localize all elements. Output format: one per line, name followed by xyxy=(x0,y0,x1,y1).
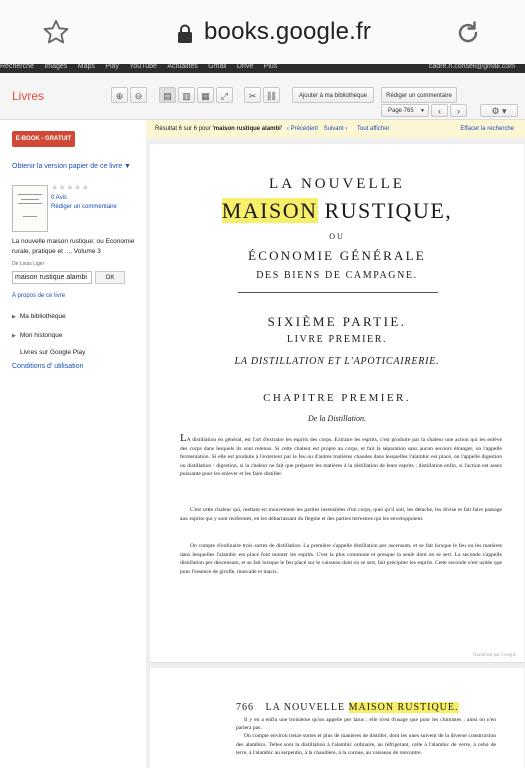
page-viewer[interactable] xyxy=(146,138,525,768)
highlight-maison: MAISON xyxy=(221,198,318,223)
heading-chapitre: CHAPITRE PREMIER. xyxy=(263,392,411,404)
search-in-book-input[interactable]: maison rustique alambi xyxy=(12,271,92,284)
chevron-left-icon: ‹ xyxy=(438,106,441,116)
title-maison-rustique xyxy=(150,198,524,224)
gbar-item[interactable]: Plus xyxy=(263,64,278,70)
rating-stars-icon: ★★★★★ xyxy=(51,183,90,192)
page-number: 766 xyxy=(236,702,254,713)
url-host[interactable]: books.google.fr xyxy=(204,18,372,45)
highlight-maison-rustique: MAISON RUSTIQUE. xyxy=(348,702,459,713)
sidebar xyxy=(0,120,146,768)
heading-livre-premier: LIVRE PREMIER. xyxy=(286,334,388,345)
result-count-text: Résultat 6 sur 6 pour xyxy=(155,126,211,132)
settings-button[interactable] xyxy=(480,104,518,117)
gbar-item[interactable]: Play xyxy=(105,64,119,70)
title-economie: ÉCONOMIE GÉNÉRALE xyxy=(248,248,426,263)
result-query: 'maison rustique alambi' xyxy=(212,126,283,132)
link-button[interactable] xyxy=(263,87,280,103)
gbar-item[interactable]: Drive xyxy=(236,64,254,70)
search-result-bar xyxy=(146,120,525,139)
two-page-icon: ▥ xyxy=(182,91,191,101)
terms-link[interactable]: Conditions d' utilisation xyxy=(12,363,84,370)
next-result-link[interactable]: Suivant › xyxy=(323,126,348,132)
my-history-label: Mon historique xyxy=(19,332,63,339)
book-author: De Louis Liger xyxy=(12,261,45,267)
gbar-item[interactable]: Maps xyxy=(77,64,95,70)
zoom-in-icon: ⊕ xyxy=(115,91,124,101)
gbar-item[interactable]: Actualités xyxy=(167,64,198,70)
page-766-text xyxy=(236,716,496,757)
zoom-in-button[interactable] xyxy=(111,87,128,103)
digitized-by-watermark: Numérisé par Google xyxy=(472,653,516,658)
title-ou: OU xyxy=(329,232,345,241)
write-review-link[interactable]: Rédiger un commentaire xyxy=(51,204,117,210)
my-library-label: Ma bibliothèque xyxy=(19,313,66,320)
gbar-item[interactable]: Recherche xyxy=(0,64,34,70)
chevron-right-icon: › xyxy=(457,106,460,116)
write-review-button[interactable]: Rédiger un commentaire xyxy=(381,87,457,103)
gbar-item[interactable]: YouTube xyxy=(129,64,157,70)
show-all-link[interactable]: Tout afficher xyxy=(356,126,390,132)
browser-url-bar xyxy=(0,0,525,65)
fullscreen-button[interactable] xyxy=(216,87,233,103)
link-icon: ⛓ xyxy=(265,91,278,101)
drop-cap: L xyxy=(180,432,187,444)
fullscreen-icon: ⤢ xyxy=(220,91,229,101)
next-page-button[interactable] xyxy=(450,104,467,117)
bookmark-star-icon[interactable] xyxy=(42,18,70,46)
my-history-item[interactable] xyxy=(12,332,63,339)
page-766-paragraph-2: On compte environ treize sortes et plus de manières de distiller, dont les unes suivent de la diverse construction des alambics. Telles sont la distillation à l'alambic ordinaire, au réfrigérant, celle à l'alambic de verre, à celui de terre, à l'alambic au serpentin, à la chaudière, à la cornue, au vaisseau de rencontre. xyxy=(236,733,496,756)
triangle-right-icon: ▶ xyxy=(12,333,16,339)
my-library-item[interactable] xyxy=(12,313,66,320)
single-page-icon: ▤ xyxy=(163,91,172,101)
running-head: LA NOUVELLE xyxy=(265,702,349,713)
page-766-paragraph-1: Il y en a enfin une troisième qu'on appelle per latus : elle n'est d'usage que pour les chimistes ; ainsi on n'en parlera pas. xyxy=(236,717,496,732)
prev-page-button[interactable] xyxy=(431,104,448,117)
page-select-value: Page 765 xyxy=(388,108,414,114)
paper-version-link[interactable]: Obtenir la version papier de ce livre ▼ xyxy=(12,163,131,170)
title-biens: DES BIENS DE CAMPAGNE. xyxy=(256,270,418,281)
scissors-icon: ✂ xyxy=(248,91,257,101)
paragraph-2: C'est cette chaleur qui, mettant en mouvement les parties insensibles d'un corps, quel qu'il soit, les détache, les divise et fait faire passage aux esprits qui y sont renfermés, en les débarrassant du flegme et des parties terrestres qui les enveloppoient. xyxy=(180,507,502,522)
gbar-item[interactable]: Gmail xyxy=(208,64,227,70)
books-toolbar xyxy=(0,73,525,120)
zoom-out-button[interactable] xyxy=(130,87,147,103)
triangle-right-icon: ▶ xyxy=(12,314,16,320)
gear-icon: ⚙ ▾ xyxy=(491,106,507,116)
play-books-link[interactable]: Livres sur Google Play xyxy=(20,349,86,356)
two-page-view-button[interactable] xyxy=(178,87,195,103)
reload-icon[interactable] xyxy=(454,19,482,47)
search-ok-button[interactable]: OK xyxy=(95,271,125,284)
zoom-out-icon: ⊖ xyxy=(134,91,143,101)
divider-rule xyxy=(238,292,438,293)
heading-sixieme-partie: SIXIÈME PARTIE. xyxy=(267,314,407,329)
heading-de-la-distillation: De la Distillation. xyxy=(308,414,366,423)
clear-search-link[interactable]: Effacer la recherche xyxy=(460,126,514,132)
prev-result-link[interactable]: ‹ Précédent xyxy=(286,126,318,132)
about-book-link[interactable]: À propos de ce livre xyxy=(12,293,66,299)
account-email[interactable]: cadre.h.conseil@gmail.com xyxy=(428,64,515,70)
heading-distillation: LA DISTILLATION ET L'APOTICAIRERIE. xyxy=(234,356,440,367)
ebook-free-button[interactable]: E-BOOK - GRATUIT xyxy=(12,131,75,147)
google-bar xyxy=(0,64,525,73)
title-rustique: RUSTIQUE, xyxy=(317,198,453,223)
brand-livres[interactable]: Livres xyxy=(12,89,45,103)
thumbnail-icon: ▦ xyxy=(201,91,210,101)
clip-button[interactable] xyxy=(244,87,261,103)
paragraph-1 xyxy=(180,434,502,479)
book-title: La nouvelle maison rustique: ou Economie rurale, pratique et ..., Volume 3 xyxy=(12,238,135,255)
single-page-view-button[interactable] xyxy=(159,87,176,103)
title-la-nouvelle: LA NOUVELLE xyxy=(269,176,405,192)
page-select[interactable] xyxy=(381,104,429,117)
paragraph-1-text: A distillation en général, est l'art d'extraire les esprits des corps. Extraire les esprits, c'est produire par la chaleur une action qui les enlève des corps dans lesquels ils sont retenus. Si cette chaleur est propre au corps, et fait la séparation sans aucun secours étranger, on l'appelle fermentation. Si elle est produite à l'extérieur par le feu ou d'autres matières chaudes dans lesquelles l'alambic est placé, on l'appelle digestion ou distillation : digestion, si la chaleur ne fait que préparer les matières à la distillation de leurs esprits ; distillation enfin, si l'action est assez puissante pour les enlever et les faire distiller. xyxy=(180,437,502,478)
reviews-count-link[interactable]: 0 Avis xyxy=(51,195,67,201)
page-766-header xyxy=(236,702,459,713)
gbar-item[interactable]: Images xyxy=(44,64,68,70)
add-library-button[interactable]: Ajouter à ma bibliothèque xyxy=(292,87,374,103)
book-page-765 xyxy=(150,144,524,663)
book-cover-thumbnail[interactable] xyxy=(12,185,48,232)
lock-icon xyxy=(176,24,194,44)
book-page-766 xyxy=(150,668,524,768)
chevron-down-icon: ▼ xyxy=(420,108,425,114)
thumbnail-view-button[interactable] xyxy=(197,87,214,103)
paragraph-3: On compte d'ordinaire trois sortes de distillation. La première s'appelle distillation per ascensum, et se fait lorsque le feu ou les matières dans lesquelles l'alambic est placé font monter les esprits. C'est la plus commune et presque la seule dont on se sert. La seconde s'appelle distillation per descensum, et se fait lorsque le feu placé sur le vaisseau dont on se sert, fait précipiter les esprits. Cette seconde n'est usitée que pour l'essence de girofle, muscade et macis. xyxy=(180,543,502,575)
